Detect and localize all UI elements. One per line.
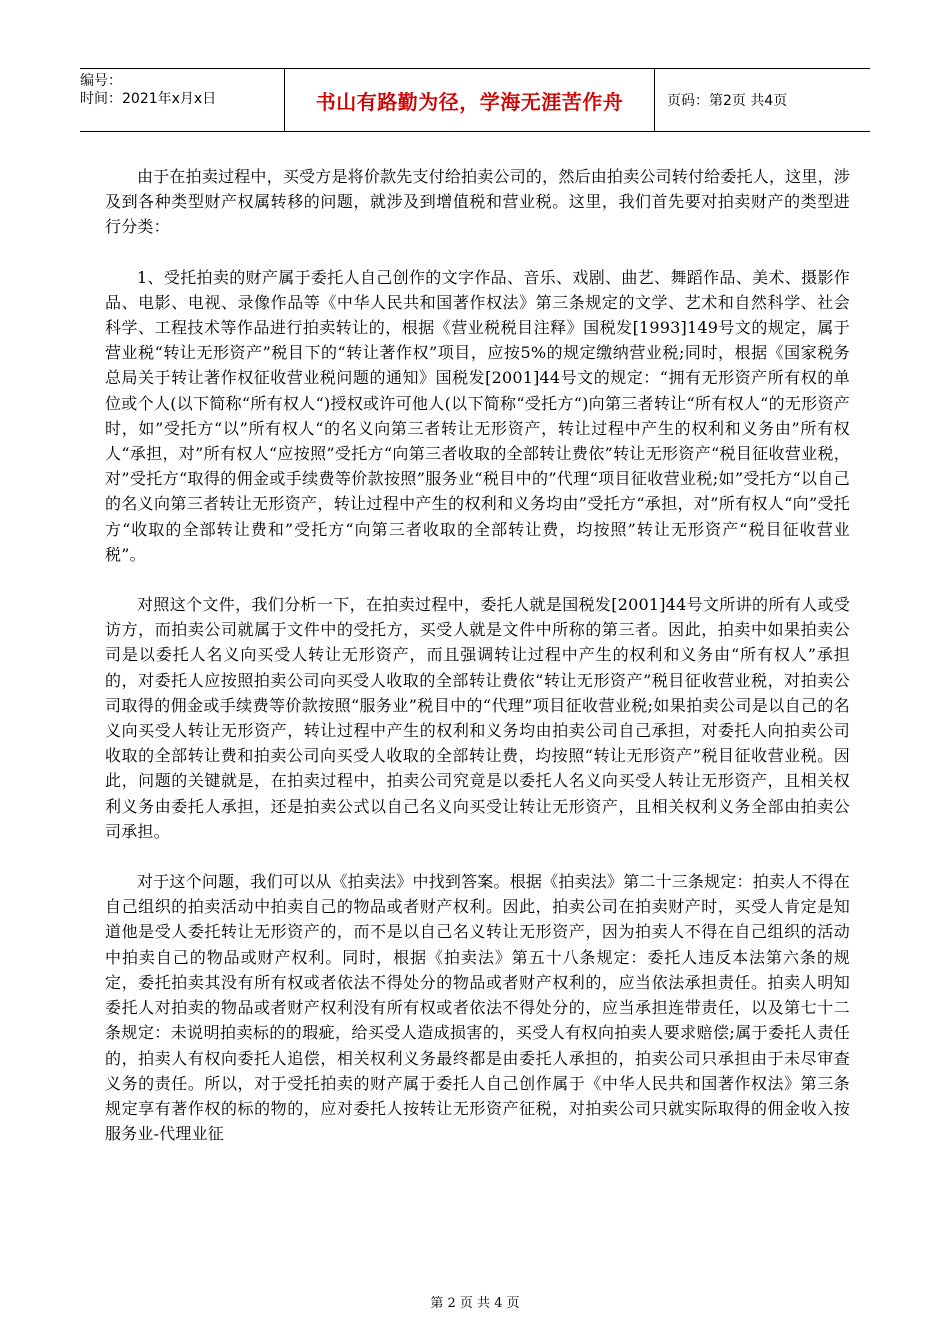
header-page-cell (655, 69, 870, 131)
header-page-info: 页码：第2页 共4页 (667, 93, 788, 109)
header-motto: 书山有路勤为径，学海无涯苦作舟 (315, 89, 624, 114)
header-motto-cell (285, 69, 655, 131)
document-time: 时间：2021年x月x日 (80, 91, 217, 107)
header-meta (80, 69, 285, 131)
document-header (80, 68, 870, 132)
document-body (105, 164, 850, 1171)
paragraph: 对照这个文件，我们分析一下，在拍卖过程中，委托人就是国税发[2001]44号文所讲的所有人或受访方，而拍卖公司就属于文件中的受托方，买受人就是文件中所称的第三者。因此，拍卖中如果拍卖公司是以委托人名义向买受人转让无形资产，而且强调转让过程中产生的权利和义务由“所有权人”承担的，对委托人应按照拍卖公司向买受人收取的全部转让费依“转让无形资产”税目征收营业税，对拍卖公司取得的佣金或手续费等价款按照“服务业”税目中的“代理”项目征收营业税;如果拍卖公司是以自己的名义向买受人转让无形资产，转让过程中产生的权利和义务均由拍卖公司自己承担，对委托人向拍卖公司收取的全部转让费和拍卖公司向买受人收取的全部转让费，均按照“转让无形资产”税目征收营业税。因此，问题的关键就是，在拍卖过程中，拍卖公司究竟是以委托人名义向买受人转让无形资产，且相关权利义务由委托人承担，还是拍卖公式以自己名义向买受让转让无形资产，且相关权利义务全部由拍卖公司承担。 (105, 595, 850, 841)
paragraph: 对于这个问题，我们可以从《拍卖法》中找到答案。根据《拍卖法》第二十三条规定：拍卖人不得在自己组织的拍卖活动中拍卖自己的物品或者财产权利。因此，拍卖公司在拍卖财产时，买受人肯定是知道他是受人委托转让无形资产的，而不是以自己名义转让无形资产，因为拍卖人不得在自己组织的活动中拍卖自己的物品或财产权利。同时，根据《拍卖法》第五十八条规定：委托人违反本法第六条的规定，委托拍卖其没有所有权或者依法不得处分的物品或者财产权利的，应当依法承担责任。拍卖人明知委托人对拍卖的物品或者财产权利没有所有权或者依法不得处分的，应当承担连带责任，以及第七十二条规定：未说明拍卖标的的瑕疵，给买受人造成损害的，买受人有权向拍卖人要求赔偿;属于委托人责任的，拍卖人有权向委托人追偿，相关权利义务最终都是由委托人承担的，拍卖公司只承担由于未尽审查义务的责任。所以，对于受托拍卖的财产属于委托人自己创作属于《中华人民共和国著作权法》第三条规定享有著作权的标的物的，应对委托人按转让无形资产征税，对拍卖公司只就实际取得的佣金收入按服务业-代理业征 (105, 872, 850, 1144)
paragraph: 1、受托拍卖的财产属于委托人自己创作的文字作品、音乐、戏剧、曲艺、舞蹈作品、美术、摄影作品、电影、电视、录像作品等《中华人民共和国著作权法》第三条规定的文学、艺术和自然科学、社会科学、工程技术等作品进行拍卖转让的，根据《营业税税目注释》国税发[1993]149号文的规定，属于营业税“转让无形资产”税目下的“转让著作权”项目，应按5%的规定缴纳营业税;同时，根据《国家税务总局关于转让著作权征收营业税问题的通知》国税发[2001]44号文的规定：“拥有无形资产所有权的单位或个人(以下简称“所有权人“)授权或许可他人(以下简称“受托方“)向第三者转让“所有权人“的无形资产时，如”受托方“以”所有权人“的名义向第三者转让无形资产，转让过程中产生的权利和义务由”所有权人“承担，对”所有权人“应按照”受托方“向第三者收取的全部转让费依”转让无形资产“税目征收营业税，对”受托方“取得的佣金或手续费等价款按照”服务业“税目中的”代理“项目征收营业税;如”受托方“以自己的名义向第三者转让无形资产，转让过程中产生的权利和义务均由”受托方“承担，对”所有权人“向”受托方“收取的全部转让费和”受托方“向第三者收取的全部转让费，均按照”转让无形资产“税目征收营业税”。 (105, 267, 850, 564)
paragraph: 由于在拍卖过程中，买受方是将价款先支付给拍卖公司的，然后由拍卖公司转付给委托人，这里，涉及到各种类型财产权属转移的问题，就涉及到增值税和营业税。这里，我们首先要对拍卖财产的类型进行分类： (105, 167, 850, 237)
document-number: 编号： (80, 73, 122, 89)
page-footer: 第 2 页 共 4 页 (430, 1296, 520, 1311)
